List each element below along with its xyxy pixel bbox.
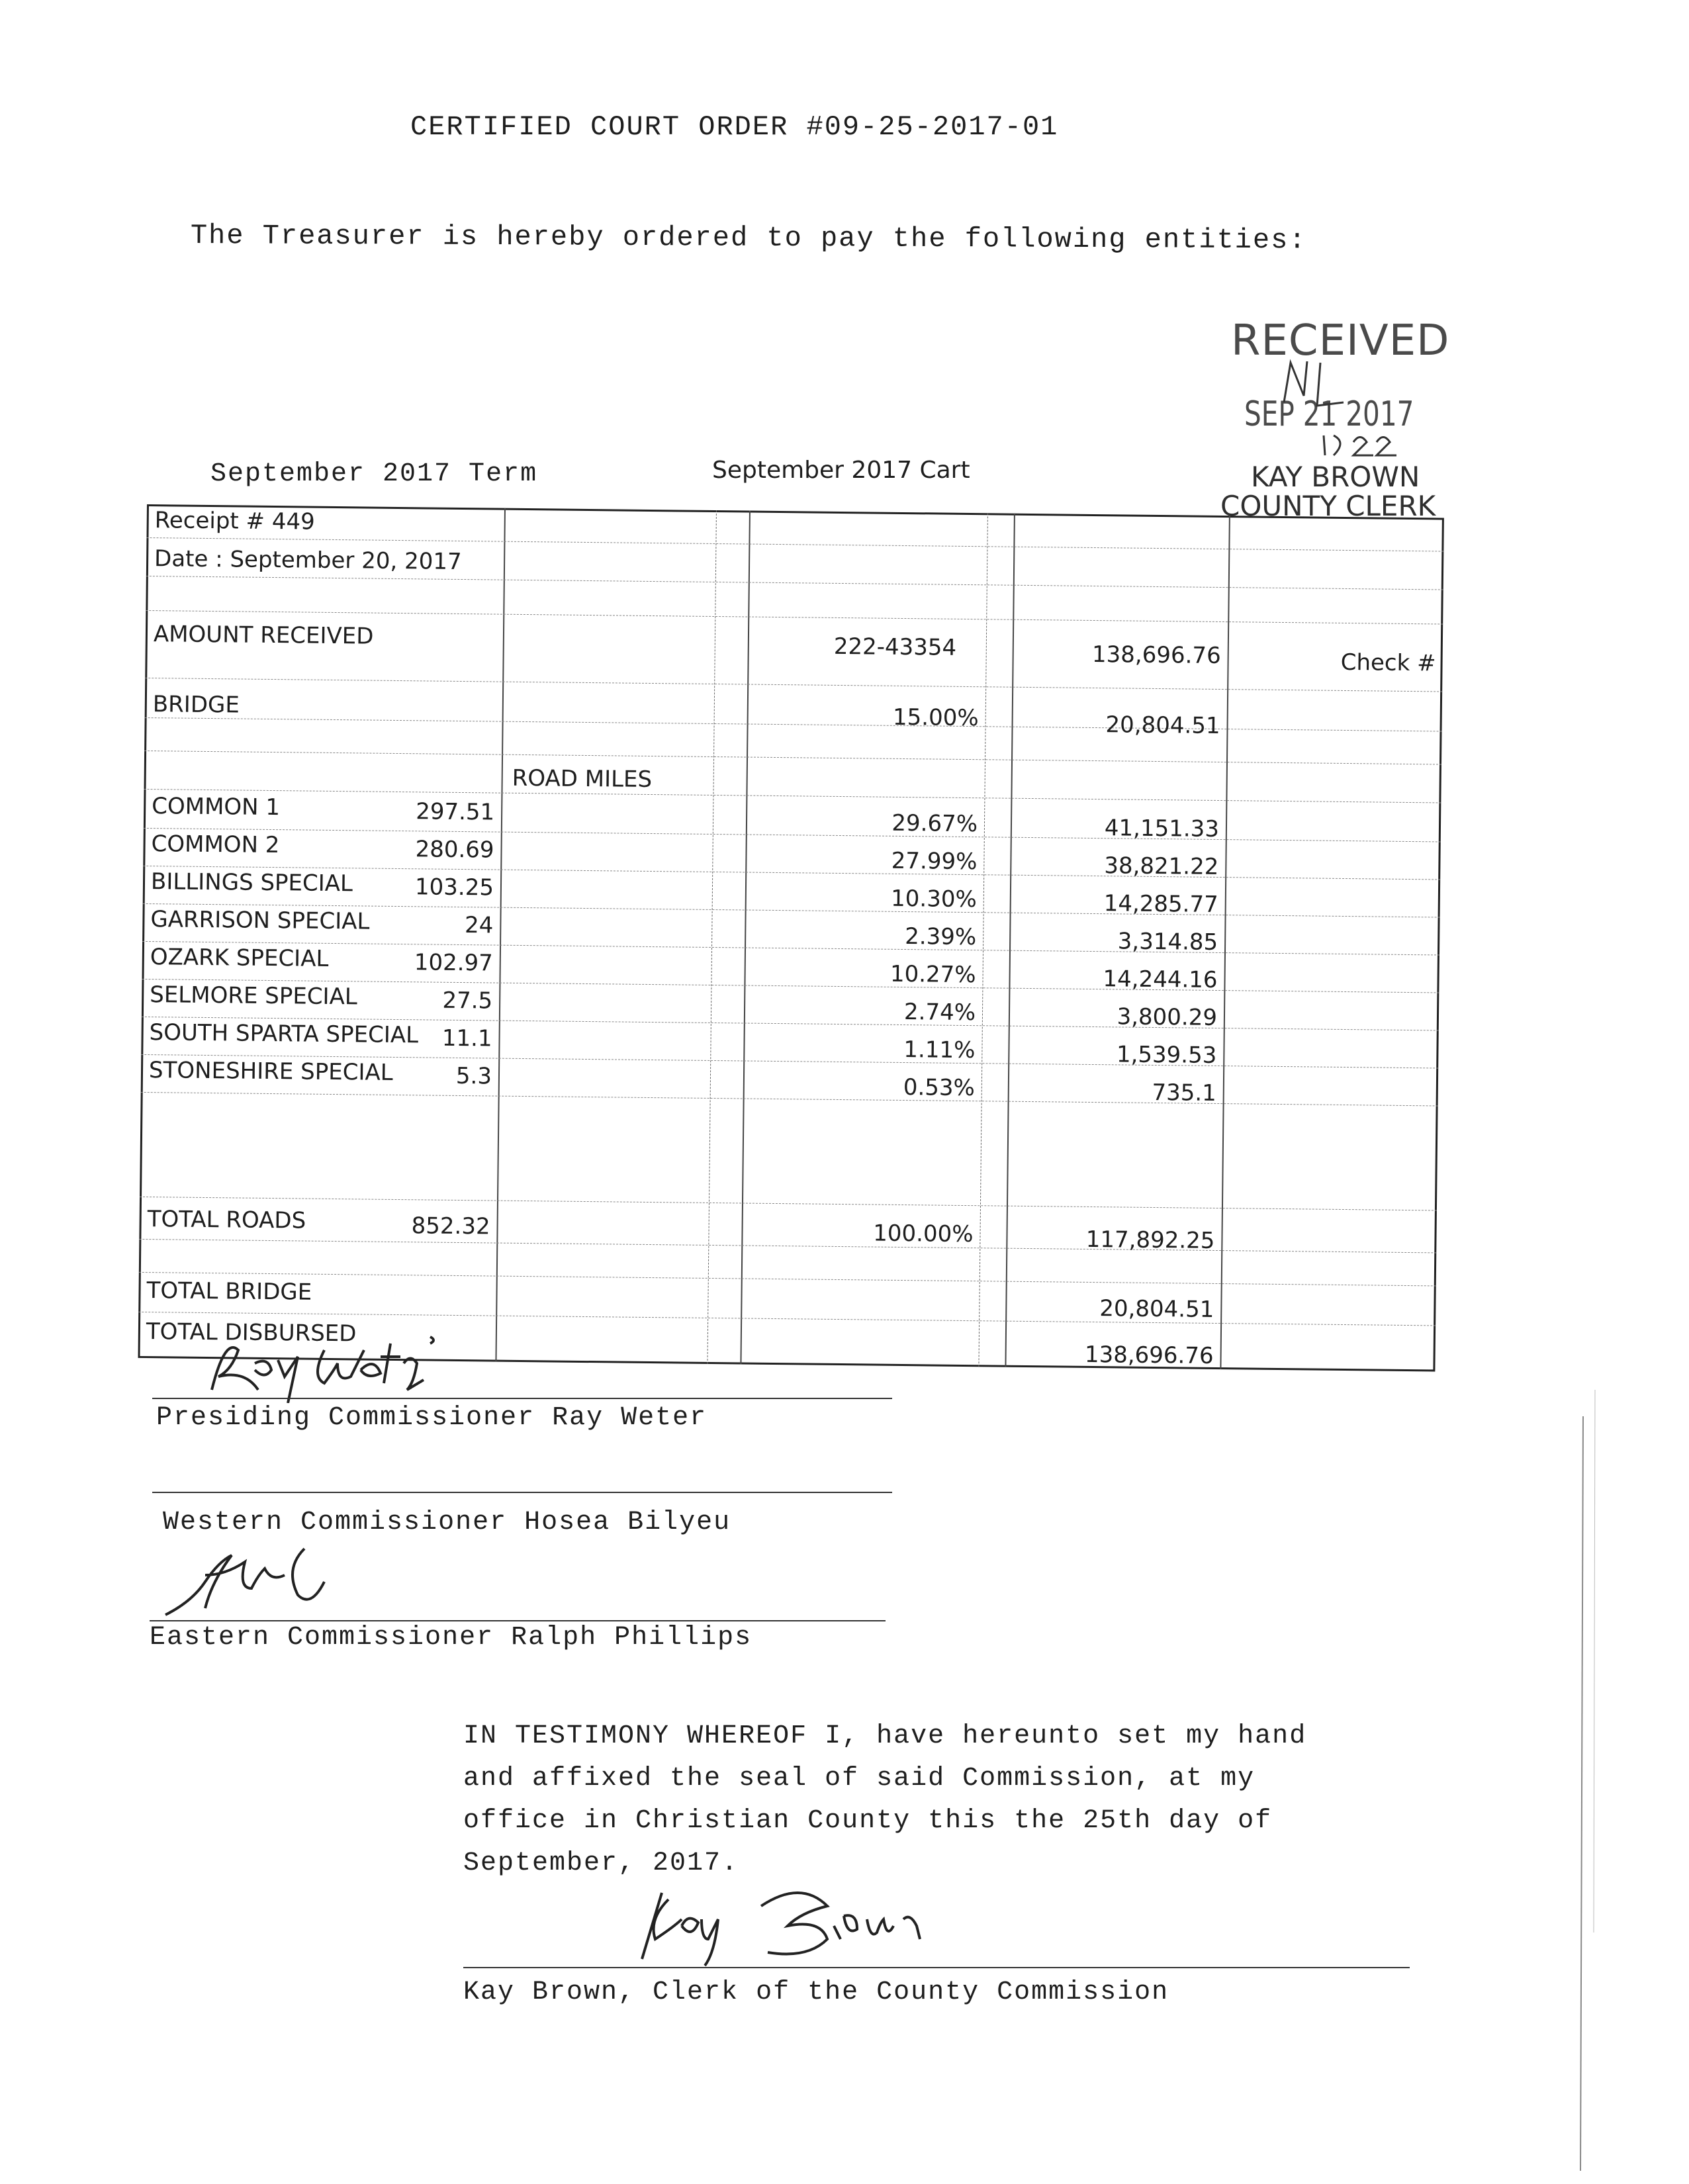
row-amount: 14,285.77 [1103, 890, 1218, 918]
cart-label: September 2017 Cart [712, 457, 970, 484]
row-road-miles: 297.51 [415, 798, 495, 826]
check-label: Check # [1340, 649, 1436, 677]
total-disbursed-label: TOTAL DISBURSED [146, 1318, 357, 1347]
row-amount: 3,314.85 [1117, 928, 1218, 956]
row-amount: 14,244.16 [1103, 966, 1218, 993]
eastern-signature-line [150, 1620, 886, 1621]
row-road-miles: 102.97 [414, 949, 493, 977]
row-percent: 29.67% [891, 809, 978, 838]
presiding-commissioner-caption: Presiding Commissioner Ray Weter [156, 1403, 708, 1433]
row-amount: 1,539.53 [1116, 1041, 1217, 1069]
eastern-commissioner-caption: Eastern Commissioner Ralph Phillips [150, 1623, 753, 1653]
row-percent: 2.74% [903, 999, 976, 1026]
row-name: STONESHIRE SPECIAL [148, 1057, 393, 1086]
document-title: CERTIFIED COURT ORDER #09-25-2017-01 [410, 111, 1059, 143]
total-roads-percent: 100.00% [873, 1220, 974, 1248]
presiding-signature-line [152, 1398, 892, 1399]
amount-received-label: AMOUNT RECEIVED [153, 621, 374, 650]
row-percent: 10.30% [890, 885, 978, 913]
row-road-miles: 24 [464, 912, 494, 939]
row-name: COMMON 1 [152, 793, 281, 821]
disbursement-table [138, 504, 1444, 1378]
road-miles-header: ROAD MILES [512, 764, 653, 794]
total-bridge-amount: 20,804.51 [1099, 1295, 1214, 1323]
total-disbursed-amount: 138,696.76 [1084, 1341, 1214, 1369]
stamp-office: COUNTY CLERK [1220, 490, 1436, 522]
row-name: OZARK SPECIAL [150, 944, 329, 972]
row-road-miles: 280.69 [415, 836, 494, 864]
row-road-miles: 5.3 [455, 1062, 492, 1090]
row-percent: 0.53% [903, 1074, 976, 1102]
row-amount: 38,821.22 [1104, 852, 1219, 880]
clerk-signature [629, 1880, 999, 1972]
stamp-name: KAY BROWN [1251, 461, 1420, 493]
western-signature-line [152, 1492, 892, 1493]
total-bridge-label: TOTAL BRIDGE [146, 1277, 312, 1306]
stamp-initials-handwriting [1271, 356, 1403, 469]
amount-received-ref: 222-43354 [833, 633, 957, 661]
presiding-signature [192, 1330, 483, 1403]
row-name: GARRISON SPECIAL [150, 906, 370, 935]
row-road-miles: 11.1 [441, 1024, 492, 1052]
bridge-label: BRIDGE [152, 691, 240, 719]
row-percent: 27.99% [891, 847, 978, 876]
bridge-percent: 15.00% [892, 704, 979, 732]
row-amount: 735.1 [1152, 1079, 1216, 1107]
row-amount: 3,800.29 [1117, 1003, 1218, 1031]
scan-margin-lines [1569, 1390, 1608, 2184]
row-percent: 1.11% [903, 1036, 976, 1064]
received-stamp [1191, 316, 1456, 535]
western-commissioner-caption: Western Commissioner Hosea Bilyeu [163, 1508, 731, 1537]
row-name: COMMON 2 [151, 831, 280, 859]
total-roads-miles: 852.32 [411, 1212, 490, 1240]
row-road-miles: 103.25 [414, 874, 494, 901]
receipt-number: Receipt # 449 [154, 507, 315, 535]
stamp-received: RECEIVED [1231, 316, 1450, 365]
stamp-date: SEP 21 2017 [1244, 394, 1414, 434]
intro-text: The Treasurer is hereby ordered to pay the following entities: [190, 220, 1307, 257]
term-label: September 2017 Term [210, 459, 538, 489]
total-roads-label: TOTAL ROADS [147, 1206, 306, 1234]
row-name: BILLINGS SPECIAL [150, 868, 353, 897]
row-name: SOUTH SPARTA SPECIAL [149, 1019, 419, 1049]
row-percent: 2.39% [904, 923, 977, 951]
row-amount: 41,151.33 [1104, 815, 1220, 842]
row-percent: 10.27% [890, 960, 976, 989]
bridge-amount: 20,804.51 [1105, 711, 1220, 739]
clerk-signature-line [463, 1967, 1410, 1968]
testimony-text: IN TESTIMONY WHEREOF I, have hereunto set my hand and affixed the seal of said Commission, at my office in Christian County this the 25th day of September, 2017. [463, 1721, 1307, 1878]
total-roads-amount: 117,892.25 [1085, 1226, 1215, 1254]
receipt-date: Date : September 20, 2017 [154, 545, 462, 575]
clerk-caption: Kay Brown, Clerk of the County Commission [463, 1978, 1169, 2007]
row-name: SELMORE SPECIAL [150, 981, 357, 1011]
amount-received-value: 138,696.76 [1091, 641, 1221, 670]
row-road-miles: 27.5 [442, 987, 493, 1015]
